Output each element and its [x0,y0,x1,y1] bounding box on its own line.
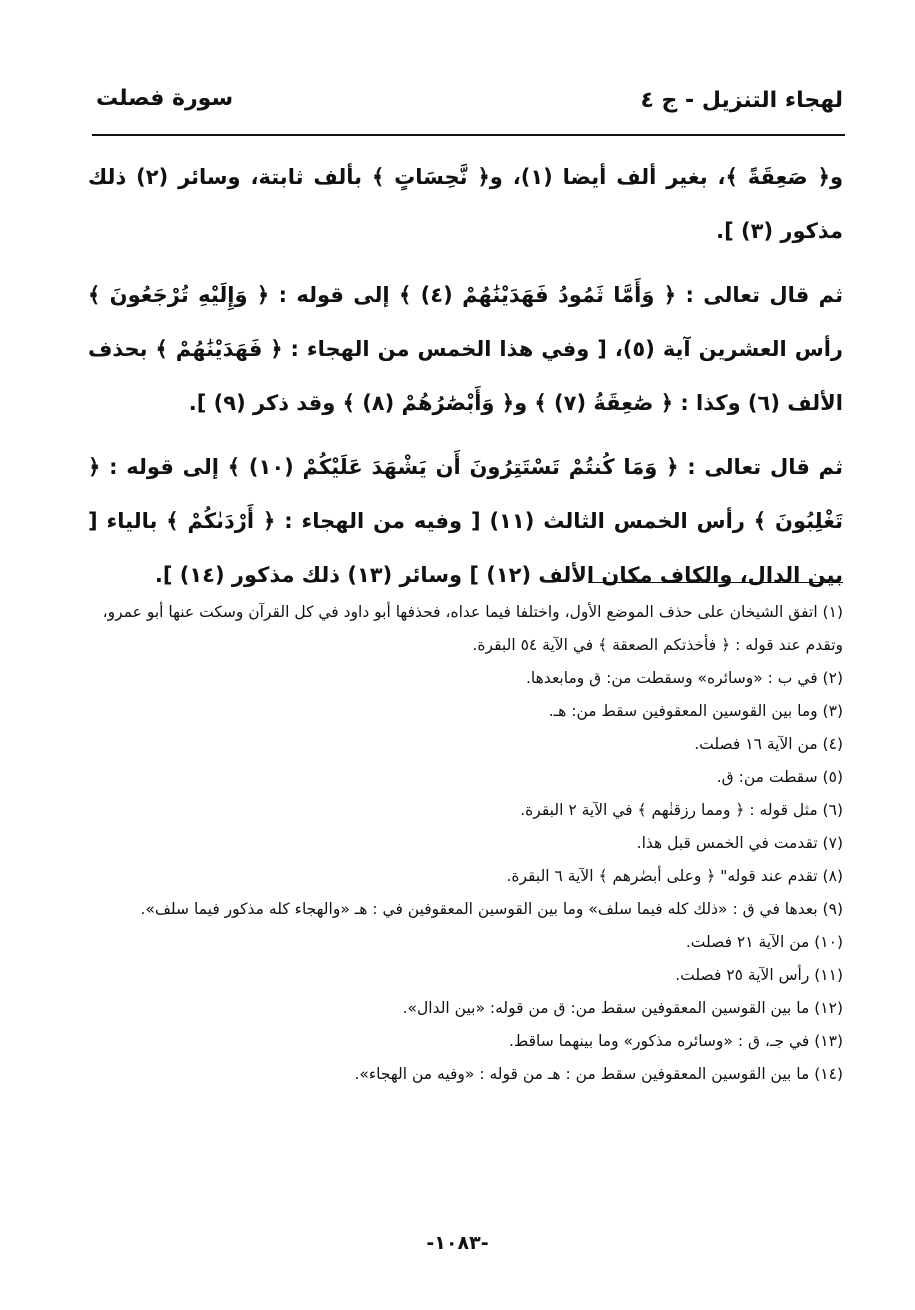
paragraph: و﴿ صَعِقَةً ﴾، بغير ألف أيضا (١)، و﴿ نَّحِسَاتٍ ﴾ بألف ثابتة، وسائر (٢) ذلك مذكور (٣) ]. [88,165,844,243]
footnote: (٩) بعدها في ق : «ذلك كله فيما سلف» وما بين القوسين المعقوفين في : هـ «والهجاء كله مذكور فيما سلف». [140,900,843,918]
footnote: (١٢) ما بين القوسين المعقوفين سقط من: ق من قوله: «بين الدال». [402,999,843,1017]
footnote: (١) اتفق الشيخان على حذف الموضع الأول، واختلفا فيما عداه، فحذفها أبو داود في كل القرآن وسكت عنها أبو عمرو، وتقدم عند قوله : ﴿ فأخذتكم الصعقة ﴾ في الآية ٥٤ البقرة. [102,603,843,654]
running-title: لهجاء التنزيل - ج ٤ [640,88,843,113]
footnote: (٧) تقدمت في الخمس قبل هذا. [636,834,843,852]
footnote: (٥) سقطت من: ق. [716,768,843,786]
footnote-separator [588,582,843,583]
main-text [88,150,843,612]
page-number: -١٠٨٣- [426,1232,489,1254]
footnote: (١٣) في جـ، ق : «وسائره مذكور» وما بينهما ساقط. [508,1032,843,1050]
paragraph: ثم قال تعالى : ﴿ وَأَمَّا ثَمُودُ فَهَدَيْنَٰهُمْ (٤) ﴾ إلى قوله : ﴿ وَإِلَيْهِ تُرْجَعُونَ ﴾ رأس العشرين آية (٥)، [ وفي هذا الخمس من الهجاء : ﴿ فَهَدَيْنَٰهُمْ ﴾ بحذف الألف (٦) وكذا : ﴿ صَٰعِقَةُ (٧) ﴾ و﴿ وَأَبْصَٰرُهُمْ (٨) ﴾ وقد ذكر (٩) ]. [88,283,843,415]
footnote: (١١) رأس الآية ٢٥ فصلت. [675,966,843,984]
footnote: (١٤) ما بين القوسين المعقوفين سقط من : هـ من قوله : «وفيه من الهجاء». [354,1065,843,1083]
footnotes [80,596,843,1091]
header-rule [92,134,845,136]
paragraph: ثم قال تعالى : ﴿ وَمَا كُنتُمْ تَسْتَتِرُونَ أَن يَشْهَدَ عَلَيْكُمْ (١٠) ﴾ إلى قوله : ﴿ تَغْلِبُونَ ﴾ رأس الخمس الثالث (١١) [ وفيه من الهجاء : ﴿ أَرْدَىٰكُمْ ﴾ بالياء [ بين الدال، والكاف مكان الألف (١٢) ] وسائر (١٣) ذلك مذكور (١٤) ]. [88,455,843,587]
footnote: (٢) في ب : «وسائره» وسقطت من: ق ومابعدها. [525,669,843,687]
footnote: (٤) من الآية ١٦ فصلت. [694,735,843,753]
footnote: (١٠) من الآية ٢١ فصلت. [685,933,843,951]
footnote: (٦) مثل قوله : ﴿ ومما رزقنٰهم ﴾ في الآية ٢ البقرة. [520,801,843,819]
footnote: (٨) تقدم عند قوله" ﴿ وعلى أبصٰرهم ﴾ الآية ٦ البقرة. [506,867,843,885]
surah-name: سورة فصلت [96,86,234,111]
footnote: (٣) وما بين القوسين المعقوفين سقط من: هـ. [548,702,843,720]
